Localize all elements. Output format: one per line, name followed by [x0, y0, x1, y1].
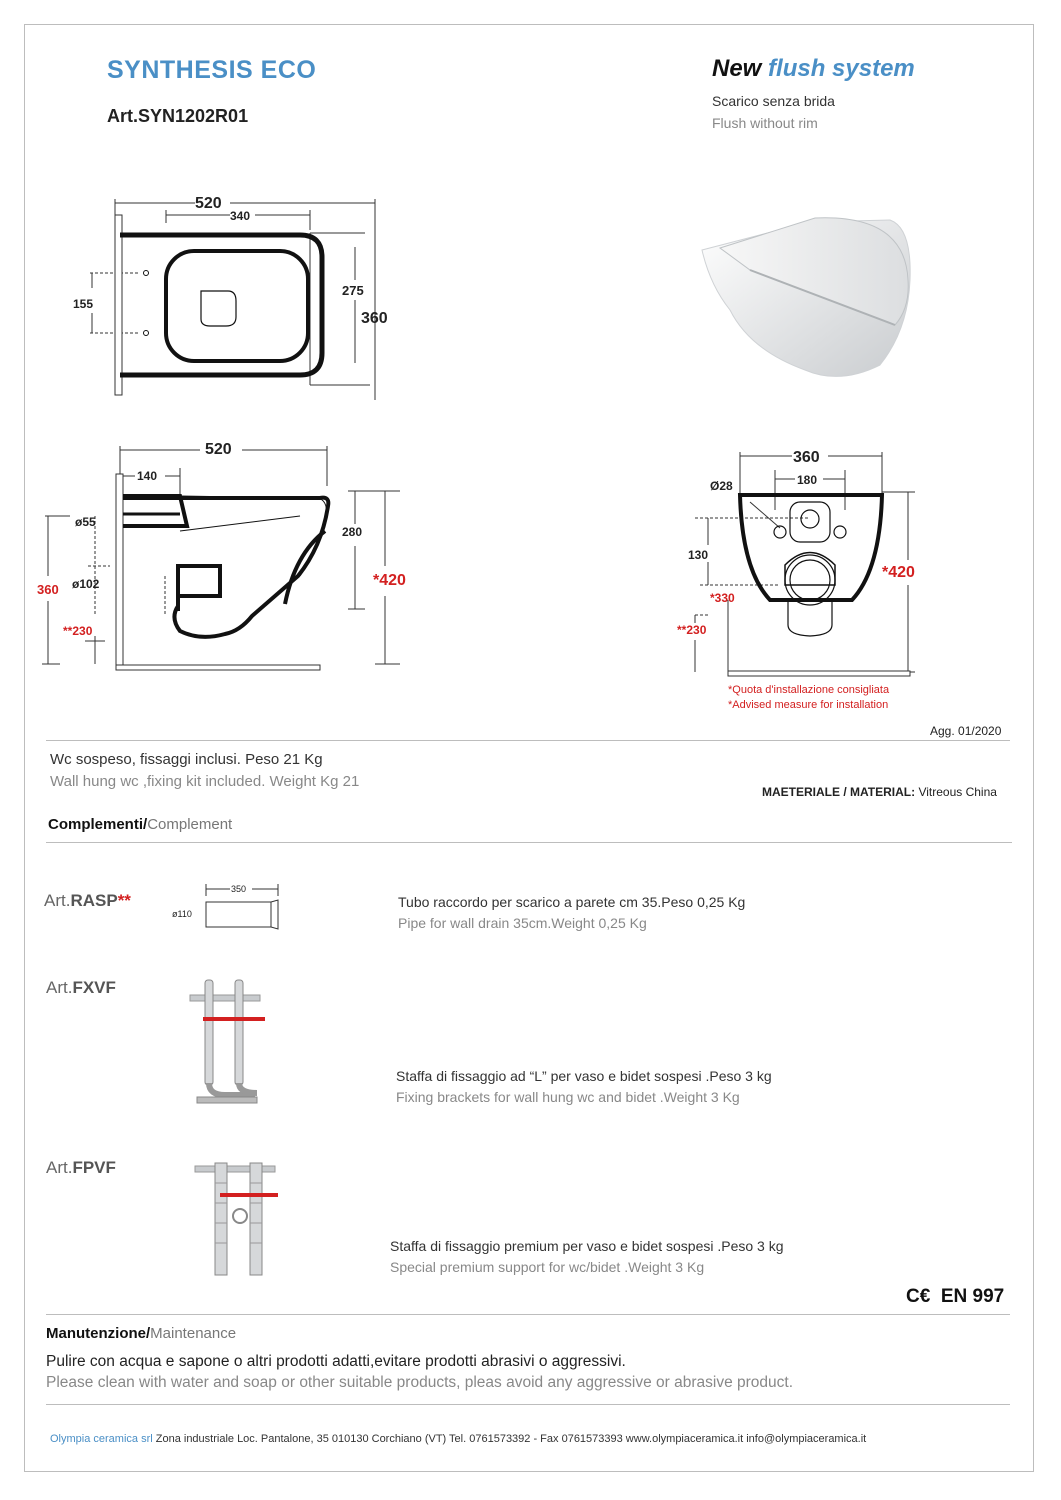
divider [46, 1314, 1010, 1315]
article-code: Art.SYN1202R01 [107, 106, 249, 126]
install-note-it: *Quota d'installazione consigliata [728, 684, 890, 696]
maintenance-title-light: Maintenance [150, 1325, 237, 1342]
dim-side-280: 280 [342, 525, 363, 539]
dim-front-360: 360 [793, 449, 820, 466]
flush-subtitle-it: Scarico senza brida [712, 93, 835, 109]
item-fxvf-en: Fixing brackets for wall hung wc and bidet .Weight 3 Kg [396, 1089, 740, 1105]
flush-subtitle-en: Flush without rim [712, 115, 818, 131]
item-rasp-code [44, 891, 131, 911]
dim-side-55: ø55 [75, 515, 96, 529]
dim-front-180: 180 [797, 473, 818, 487]
description-en: Wall hung wc ,fixing kit included. Weight Kg 21 [50, 773, 360, 790]
product-title: SYNTHESIS ECO [107, 56, 317, 84]
item-fpvf-code [46, 1158, 116, 1178]
bracket-fpvf-photo [190, 1158, 285, 1283]
complements-title-light: Complement [147, 816, 233, 833]
art-code: FPVF [72, 1158, 116, 1177]
dim-side-360: 360 [37, 582, 59, 597]
footer-address: Zona industriale Loc. Pantalone, 35 010130 Corchiano (VT) Tel. 0761573392 - Fax 0761573393 www.olympiaceramica.it info@olympiaceramica.it [152, 1433, 867, 1445]
dim-front-130: 130 [688, 548, 709, 562]
item-fxvf-it: Staffa di fissaggio ad “L” per vaso e bidet sospesi .Peso 3 kg [396, 1068, 772, 1084]
dim-top-520: 520 [195, 195, 222, 212]
flush-system-heading [712, 55, 915, 83]
norm-label: EN 997 [940, 1286, 1005, 1307]
description-it: Wc sospeso, fissaggi inclusi. Peso 21 Kg [50, 751, 323, 768]
revision-date: Agg. 01/2020 [930, 724, 1002, 738]
side-view-drawing [30, 436, 425, 681]
item-fpvf-en: Special premium support for wc/bidet .Weight 3 Kg [390, 1259, 705, 1275]
divider [46, 842, 1012, 843]
art-code: RASP [70, 891, 118, 910]
flush-system: flush system [768, 55, 915, 82]
complements-title-bold: Complementi/ [48, 816, 148, 833]
divider [46, 1404, 1010, 1405]
dim-front-420: *420 [882, 564, 915, 581]
flush-new: New [712, 55, 762, 82]
ce-mark: C€ [906, 1286, 931, 1307]
dim-top-340: 340 [230, 209, 251, 223]
material-label: MAETERIALE / MATERIAL: [762, 785, 916, 799]
bracket-fxvf-photo [185, 975, 275, 1110]
item-rasp-en: Pipe for wall drain 35cm.Weight 0,25 Kg [398, 915, 647, 931]
complements-heading [48, 816, 232, 833]
art-prefix: Art. [46, 1158, 73, 1177]
item-fpvf-it: Staffa di fissaggio premium per vaso e bidet sospesi .Peso 3 kg [390, 1238, 784, 1254]
pipe-drawing [170, 880, 285, 932]
material-line [762, 785, 997, 799]
pipe-length: 350 [231, 884, 247, 894]
dim-top-275: 275 [342, 283, 364, 298]
front-view-drawing [670, 440, 930, 682]
dim-side-420: *420 [373, 572, 406, 589]
art-prefix: Art. [46, 978, 73, 997]
dim-top-155: 155 [73, 297, 94, 311]
maintenance-it: Pulire con acqua e sapone o altri prodotti adatti,evitare prodotti abrasivi o aggressivi. [46, 1353, 626, 1370]
maintenance-title-bold: Manutenzione/ [46, 1325, 151, 1342]
certification [906, 1286, 1004, 1308]
dim-side-140: 140 [137, 469, 158, 483]
product-photo [690, 200, 920, 385]
dim-side-102: ø102 [72, 577, 100, 591]
maintenance-en: Please clean with water and soap or other suitable products, pleas avoid any aggressive or abrasive product. [46, 1374, 794, 1391]
material-value: Vitreous China [915, 785, 997, 799]
maintenance-heading [46, 1325, 236, 1342]
dim-front-330: *330 [710, 591, 735, 605]
top-view-drawing [70, 185, 400, 400]
item-rasp-it: Tubo raccordo per scarico a parete cm 35.Peso 0,25 Kg [398, 894, 746, 910]
dim-top-360: 360 [361, 310, 388, 327]
install-note-en: *Advised measure for installation [728, 699, 889, 711]
dim-side-230: **230 [63, 624, 93, 638]
footer-company: Olympia ceramica srl [50, 1433, 153, 1445]
dim-front-28: Ø28 [710, 479, 733, 493]
footer [50, 1433, 866, 1445]
art-code: FXVF [72, 978, 116, 997]
dim-front-230: **230 [677, 623, 707, 637]
pipe-diameter: ø110 [172, 909, 192, 919]
art-mark: ** [117, 891, 131, 910]
art-prefix: Art. [44, 891, 71, 910]
item-fxvf-code [46, 978, 116, 998]
dim-side-520: 520 [205, 441, 232, 458]
divider [46, 740, 1010, 741]
